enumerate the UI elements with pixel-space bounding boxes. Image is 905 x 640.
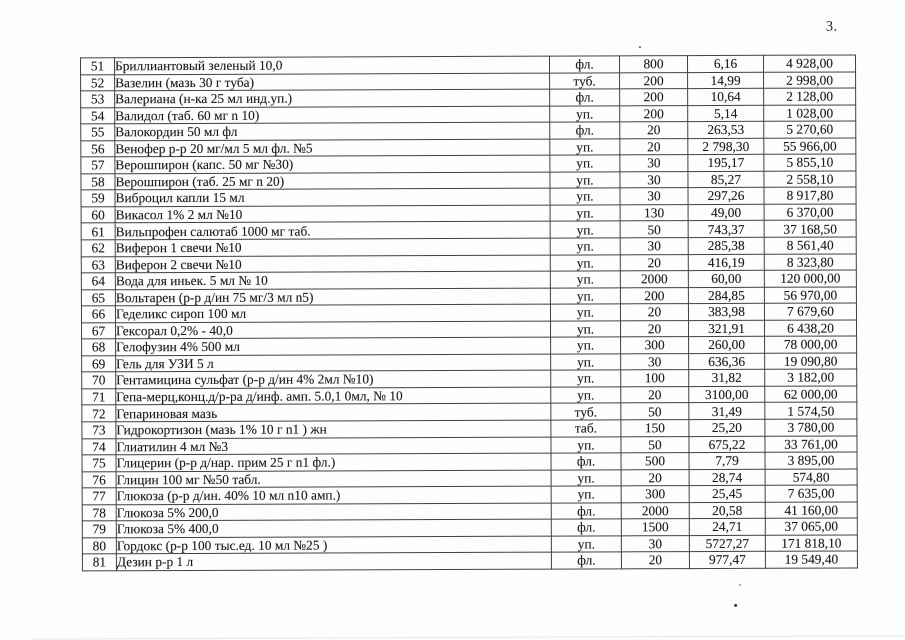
cell-quantity: 130	[620, 205, 688, 222]
cell-unit-price: 284,85	[688, 287, 764, 304]
cell-unit: уп.	[551, 387, 621, 404]
cell-row-number: 67	[82, 323, 116, 340]
cell-unit: уп.	[550, 221, 620, 238]
cell-row-number: 70	[82, 372, 116, 389]
cell-quantity: 50	[621, 436, 689, 453]
cell-total-price: 41 160,00	[765, 502, 857, 519]
cell-total-price: 3 182,00	[765, 369, 857, 386]
cell-quantity: 200	[620, 72, 688, 89]
cell-total-price: 56 970,00	[764, 287, 856, 304]
cell-unit-price: 6,16	[687, 55, 763, 72]
cell-unit: уп.	[551, 321, 621, 338]
cell-row-number: 81	[82, 554, 116, 571]
cell-row-number: 63	[81, 256, 115, 273]
cell-row-number: 56	[81, 141, 115, 158]
cell-unit: фл.	[551, 453, 621, 470]
cell-total-price: 55 966,00	[764, 138, 856, 155]
cell-row-number: 69	[82, 356, 116, 373]
cell-row-number: 55	[81, 124, 115, 141]
cell-row-number: 78	[82, 505, 116, 522]
cell-quantity: 20	[620, 138, 688, 155]
cell-unit: уп.	[550, 238, 620, 255]
cell-item-name: Глюкоза 5% 200,0	[116, 503, 551, 521]
cell-quantity: 300	[621, 486, 689, 503]
cell-total-price: 2 998,00	[764, 71, 856, 88]
cell-unit: уп.	[550, 188, 620, 205]
cell-unit-price: 60,00	[688, 270, 764, 287]
scan-speck	[739, 584, 741, 586]
cell-unit-price: 5,14	[688, 105, 764, 122]
cell-item-name: Гидрокортизон (мазь 1% 10 г n1 ) жн	[116, 420, 551, 438]
cell-unit-price: 28,74	[689, 469, 765, 486]
cell-item-name: Гепа-мерц,конц.д/р-ра д/инф. амп. 5.0,1 0мл, № 10	[116, 387, 551, 405]
cell-quantity: 200	[620, 105, 688, 122]
cell-row-number: 72	[82, 405, 116, 422]
cell-row-number: 58	[81, 174, 115, 191]
cell-total-price: 7 635,00	[765, 485, 857, 502]
cell-quantity: 1500	[621, 519, 689, 536]
cell-quantity: 150	[621, 420, 689, 437]
cell-unit: фл.	[550, 89, 620, 106]
cell-row-number: 80	[82, 538, 116, 555]
cell-item-name: Виброцил капли 15 мл	[115, 188, 550, 206]
cell-quantity: 20	[620, 304, 688, 321]
cell-row-number: 79	[82, 521, 116, 538]
cell-unit-price: 195,17	[688, 155, 764, 172]
cell-row-number: 75	[82, 455, 116, 472]
cell-unit-price: 25,20	[689, 419, 765, 436]
cell-unit-price: 383,98	[688, 304, 764, 321]
cell-quantity: 50	[621, 403, 689, 420]
cell-item-name: Глицин 100 мг №50 табл.	[116, 470, 551, 488]
cell-quantity: 20	[621, 469, 689, 486]
cell-total-price: 78 000,00	[765, 336, 857, 353]
cell-row-number: 59	[81, 190, 115, 207]
cell-total-price: 6 370,00	[764, 204, 856, 221]
table-row	[82, 551, 857, 571]
cell-unit-price: 321,91	[689, 320, 765, 337]
cell-item-name: Дезин р-р 1 л	[116, 553, 551, 571]
cell-item-name: Глюкоза 5% 400,0	[116, 519, 551, 537]
cell-total-price: 2 128,00	[764, 88, 856, 105]
cell-unit: туб.	[550, 72, 620, 89]
cell-total-price: 19 549,40	[765, 551, 857, 568]
cell-unit: таб.	[551, 420, 621, 437]
cell-unit: уп.	[551, 354, 621, 371]
cell-quantity: 200	[620, 287, 688, 304]
cell-total-price: 1 574,50	[765, 402, 857, 419]
cell-row-number: 76	[82, 471, 116, 488]
cell-unit-price: 7,79	[689, 452, 765, 469]
cell-row-number: 65	[81, 289, 115, 306]
cell-item-name: Глиатилин 4 мл №3	[116, 437, 551, 455]
cell-unit: уп.	[550, 288, 620, 305]
cell-unit-price: 31,82	[689, 370, 765, 387]
cell-quantity: 50	[620, 221, 688, 238]
cell-unit-price: 2 798,30	[688, 138, 764, 155]
cell-unit: уп.	[550, 304, 620, 321]
cell-total-price: 8 561,40	[764, 237, 856, 254]
cell-item-name: Виферон 1 свечи №10	[115, 238, 550, 256]
cell-unit-price: 743,37	[688, 221, 764, 238]
cell-item-name: Вильпрофен салютаб 1000 мг таб.	[115, 222, 550, 240]
cell-item-name: Вода для иньек. 5 мл № 10	[115, 271, 550, 289]
cell-row-number: 66	[81, 306, 115, 323]
cell-unit-price: 14,99	[688, 72, 764, 89]
cell-total-price: 5 270,60	[764, 121, 856, 138]
cell-total-price: 37 065,00	[765, 518, 857, 535]
cell-unit-price: 49,00	[688, 204, 764, 221]
cell-row-number: 52	[81, 74, 115, 91]
cell-total-price: 171 818,10	[765, 535, 857, 552]
cell-item-name: Валериана (н-ка 25 мл инд.уп.)	[115, 89, 550, 107]
cell-quantity: 2000	[621, 502, 689, 519]
cell-total-price: 120 000,00	[764, 270, 856, 287]
cell-total-price: 3 780,00	[765, 419, 857, 436]
cell-unit: уп.	[551, 436, 621, 453]
cell-unit-price: 20,58	[689, 502, 765, 519]
cell-unit: туб.	[551, 403, 621, 420]
cell-row-number: 54	[81, 107, 115, 124]
cell-item-name: Верошпирон (капс. 50 мг №30)	[115, 155, 550, 173]
cell-total-price: 33 761,00	[765, 436, 857, 453]
cell-item-name: Гентамицина сульфат (р-р д/ин 4% 2мл №10)	[116, 371, 551, 389]
cell-quantity: 30	[621, 353, 689, 370]
cell-row-number: 53	[81, 91, 115, 108]
cell-row-number: 74	[82, 438, 116, 455]
cell-quantity: 500	[621, 453, 689, 470]
cell-item-name: Вольтарен (р-р д/ин 75 мг/3 мл n5)	[115, 288, 550, 306]
scan-edge-line	[31, 635, 905, 639]
cell-unit: уп.	[551, 536, 621, 553]
cell-quantity: 30	[620, 155, 688, 172]
cell-quantity: 20	[621, 320, 689, 337]
cell-unit-price: 260,00	[689, 337, 765, 354]
cell-unit: фл.	[551, 503, 621, 520]
cell-item-name: Валокордин 50 мл фл	[115, 122, 550, 140]
cell-row-number: 73	[82, 422, 116, 439]
cell-item-name: Гель для УЗИ 5 л	[116, 354, 551, 372]
price-table-body	[80, 55, 857, 571]
cell-quantity: 30	[621, 535, 689, 552]
cell-item-name: Глицерин (р-р д/нар. прим 25 г n1 фл.)	[116, 453, 551, 471]
cell-unit-price: 25,45	[689, 486, 765, 503]
cell-row-number: 68	[82, 339, 116, 356]
cell-unit: уп.	[551, 337, 621, 354]
cell-quantity: 20	[620, 254, 688, 271]
scan-speck	[639, 46, 641, 48]
cell-unit: фл.	[551, 519, 621, 536]
cell-unit: уп.	[550, 105, 620, 122]
cell-total-price: 7 679,60	[764, 303, 856, 320]
cell-quantity: 20	[621, 387, 689, 404]
scan-speck	[658, 117, 660, 119]
cell-total-price: 2 558,10	[764, 171, 856, 188]
cell-unit-price: 3100,00	[689, 386, 765, 403]
cell-total-price: 3 895,00	[765, 452, 857, 469]
cell-unit: уп.	[551, 470, 621, 487]
cell-total-price: 62 000,00	[765, 386, 857, 403]
cell-row-number: 60	[81, 207, 115, 224]
cell-unit: уп.	[551, 486, 621, 503]
cell-row-number: 64	[81, 273, 115, 290]
cell-quantity: 2000	[620, 271, 688, 288]
cell-unit: уп.	[550, 172, 620, 189]
cell-unit-price: 636,36	[689, 353, 765, 370]
cell-unit: уп.	[550, 254, 620, 271]
cell-item-name: Вазелин (мазь 30 г туба)	[115, 73, 550, 91]
cell-total-price: 574,80	[765, 469, 857, 486]
cell-quantity: 30	[620, 188, 688, 205]
cell-item-name: Гелофузин 4% 500 мл	[116, 337, 551, 355]
cell-unit: уп.	[550, 205, 620, 222]
cell-quantity: 20	[621, 552, 689, 569]
cell-item-name: Геделикс сироп 100 мл	[115, 304, 550, 322]
page-number: 3.	[825, 18, 838, 35]
cell-unit-price: 416,19	[688, 254, 764, 271]
cell-row-number: 51	[80, 58, 114, 75]
cell-total-price: 6 438,20	[765, 320, 857, 337]
cell-item-name: Глюкоза (р-р д/ин. 40% 10 мл n10 амп.)	[116, 486, 551, 504]
cell-total-price: 5 855,10	[764, 154, 856, 171]
scan-speck	[734, 604, 737, 607]
cell-item-name: Виферон 2 свечи №10	[115, 255, 550, 273]
cell-row-number: 77	[82, 488, 116, 505]
cell-unit-price: 31,49	[689, 403, 765, 420]
cell-quantity: 30	[620, 171, 688, 188]
cell-quantity: 100	[621, 370, 689, 387]
cell-quantity: 30	[620, 238, 688, 255]
cell-total-price: 4 928,00	[763, 55, 855, 72]
cell-unit-price: 24,71	[689, 519, 765, 536]
cell-quantity: 20	[620, 122, 688, 139]
cell-item-name: Валидол (таб. 60 мг n 10)	[115, 106, 550, 124]
cell-unit-price: 675,22	[689, 436, 765, 453]
cell-unit-price: 5727,27	[689, 535, 765, 552]
cell-item-name: Гепариновая мазь	[116, 404, 551, 422]
cell-unit-price: 285,38	[688, 237, 764, 254]
cell-unit: уп.	[551, 370, 621, 387]
cell-unit: фл.	[550, 122, 620, 139]
cell-unit-price: 10,64	[688, 88, 764, 105]
cell-quantity: 200	[620, 89, 688, 106]
cell-row-number: 71	[82, 389, 116, 406]
cell-unit-price: 263,53	[688, 121, 764, 138]
cell-row-number: 61	[81, 223, 115, 240]
cell-unit: фл.	[549, 56, 619, 73]
cell-total-price: 8 917,80	[764, 187, 856, 204]
cell-total-price: 19 090,80	[765, 353, 857, 370]
cell-item-name: Гексорал 0,2% - 40,0	[116, 321, 551, 339]
cell-total-price: 8 323,80	[764, 254, 856, 271]
cell-unit-price: 297,26	[688, 188, 764, 205]
cell-item-name: Верошпирон (таб. 25 мг n 20)	[115, 172, 550, 190]
cell-item-name: Викасол 1% 2 мл №10	[115, 205, 550, 223]
cell-total-price: 1 028,00	[764, 105, 856, 122]
cell-total-price: 37 168,50	[764, 220, 856, 237]
cell-row-number: 57	[81, 157, 115, 174]
cell-unit: фл.	[551, 552, 621, 569]
cell-item-name: Гордокс (р-р 100 тыс.ед. 10 мл №25 )	[116, 536, 551, 554]
cell-unit-price: 85,27	[688, 171, 764, 188]
cell-quantity: 300	[621, 337, 689, 354]
cell-unit: уп.	[550, 155, 620, 172]
cell-quantity: 800	[619, 56, 687, 73]
cell-item-name: Бриллиантовый зеленый 10,0	[114, 56, 549, 74]
cell-unit: уп.	[550, 139, 620, 156]
cell-unit: уп.	[550, 271, 620, 288]
cell-unit-price: 977,47	[689, 552, 765, 569]
medication-price-table	[80, 54, 858, 571]
cell-row-number: 62	[81, 240, 115, 257]
cell-item-name: Венофер р-р 20 мг/мл 5 мл фл. №5	[115, 139, 550, 157]
